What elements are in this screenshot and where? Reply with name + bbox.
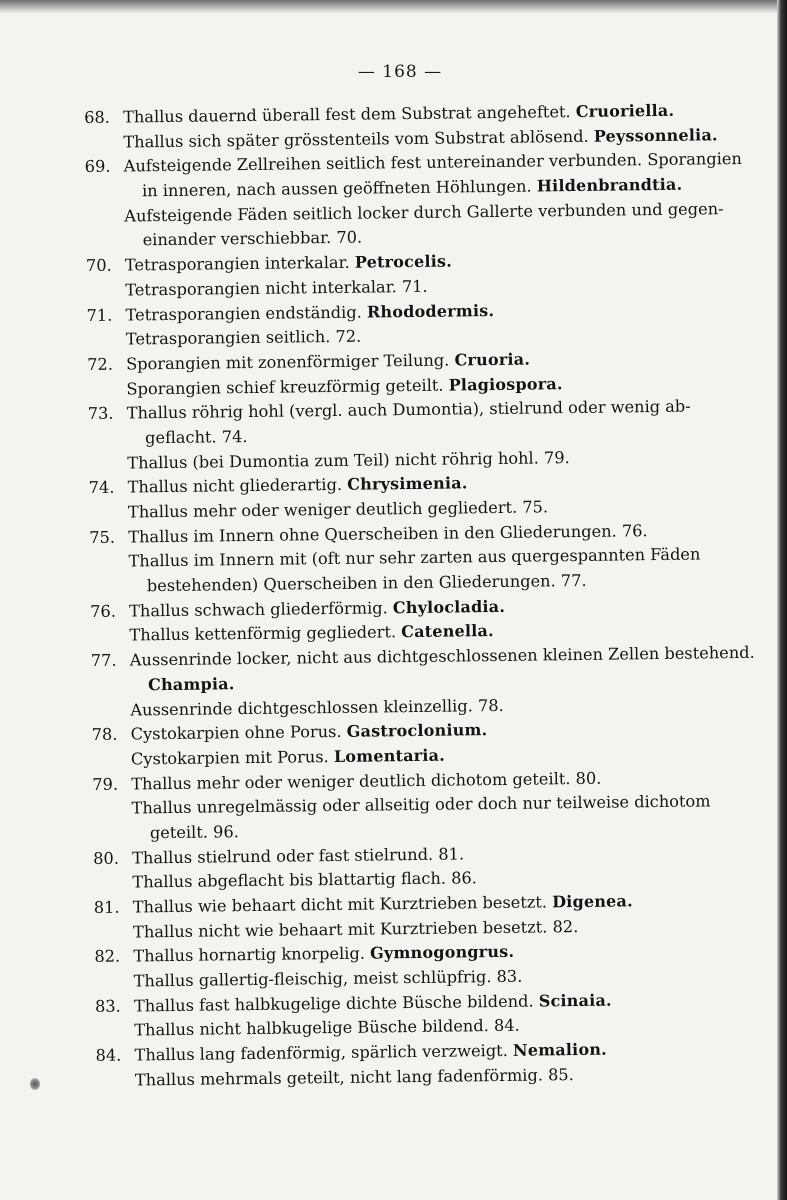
genus-name: Peyssonnelia. [593,124,718,146]
couplet-reference: 75. [522,497,549,517]
key-text: Thallus sich später grösstenteils vom Substrat ablösend. [123,126,589,152]
couplet-number: 68. [84,107,111,127]
key-line-content [135,1063,574,1093]
genus-name: Plagiospora. [448,373,563,395]
key-text: Thallus hornartig knorpelig. [133,944,366,966]
page-number: — 168 — [357,62,443,82]
key-line-content [150,820,239,846]
key-text: Thallus fast halbkugelige dichte Büsche bildend. [133,991,534,1016]
genus-name: Hildenbrandtia. [536,174,683,196]
couplet-reference: 82. [552,916,579,937]
key-text: Thallus nicht gliederartig. [127,475,343,497]
key-text: Tetrasporangien interkalar. [124,252,350,275]
key-text: Aufsteigende Zellreihen seitlich fest untereinander verbunden. Sporangien [123,149,742,176]
genus-name: Scinaia. [538,990,612,1011]
key-line-content [143,226,363,253]
couplet-number: 79. [92,774,119,794]
key-text: Cystokarpien ohne Porus. [130,722,342,744]
key-text: Aufsteigende Fäden seitlich locker durch Gallerte verbunden und gegen- [124,198,724,226]
key-text: Sporangien mit zonenförmiger Teilung. [126,350,450,374]
key-text: Thallus (bei Dumontia zum Teil) nicht röhrig hohl. [127,448,539,473]
couplet-reference: 78. [477,695,504,715]
genus-name: Chrysimenia. [347,473,468,495]
couplet-reference: 74. [221,426,248,447]
key-text: Sporangien schief kreuzförmig geteilt. [126,375,444,399]
key-text: Tetrasporangien endständig. [125,302,362,325]
couplet-reference: 79. [543,447,570,468]
key-text: Thallus nicht wie behaart mit Kurztrieben besetzt. [132,917,548,942]
key-text: Thallus röhrig hohl (vergl. auch Dumontia), stielrund oder wenig ab- [126,396,691,423]
couplet-number: 78. [91,724,118,745]
genus-name: Cruoriella. [575,100,675,121]
key-text: geteilt. [149,822,209,843]
couplet-number: 82. [94,946,121,967]
key-text: Tetrasporangien nicht interkalar. [125,277,397,300]
key-text: Thallus unregelmässig oder allseitig oder doch nur teilweise dichotom [131,791,711,818]
key-text: Cystokarpien mit Porus. [130,746,329,769]
key-text: Aussenrinde locker, nicht aus dichtgeschlossenen kleinen Zellen bestehend. [129,642,755,670]
scan-top-edge [0,0,778,14]
couplet-number: 74. [88,477,115,498]
key-text: Thallus gallertig-fleischig, meist schlüpfrig. [133,967,492,991]
couplet-number: 77. [90,650,117,671]
couplet-reference: 86. [451,868,477,888]
genus-name: Chylocladia. [392,596,506,618]
couplet-number: 73. [87,403,114,424]
key-text: Aussenrinde dichtgeschlossen kleinzellig. [130,695,473,719]
genus-name: Petrocelis. [354,251,453,272]
key-text: Thallus schwach gliederförmig. [129,598,388,621]
genus-name: Nemalion. [512,1039,607,1060]
couplet-reference: 85. [547,1064,574,1085]
couplet-reference: 76. [621,520,648,541]
genus-name: Rhododermis. [366,300,495,322]
key-text: einander verschiebbar. [142,228,332,250]
couplet-reference: 77. [560,570,587,591]
couplet-number: 69. [84,157,111,177]
couplet-reference: 70. [336,228,363,248]
key-text: Tetrasporangien seitlich. [125,327,331,349]
couplet-reference: 81. [438,844,465,864]
key-text: Thallus nicht halbkugelige Büsche bildend. [134,1016,489,1040]
key-text: Thallus stielrund oder fast stielrund. [132,844,434,868]
key-text: bestehenden) Querscheiben in den Gliederungen. [146,571,556,596]
key-entries [84,98,756,1093]
couplet-number: 70. [85,255,112,276]
couplet-number: 83. [94,996,121,1016]
couplet-number: 71. [86,305,113,325]
couplet-number: 75. [89,527,116,547]
scan-right-edge [777,0,787,1200]
couplet-reference: 71. [401,276,428,296]
genus-name: Catenella. [401,621,494,642]
genus-name: Gastroclonium. [346,720,488,742]
key-line-content [145,425,248,451]
key-text: Thallus im Innern ohne Querscheiben in den Gliederungen. [128,521,617,547]
genus-name: Cruoria. [454,349,531,370]
couplet-number: 76. [90,601,117,621]
key-text: Thallus mehr oder weniger deutlich gegliedert. [127,497,518,522]
key-text: Thallus lang fadenförmig, spärlich verzweigt. [134,1041,508,1065]
couplet-reference: 84. [493,1016,520,1036]
couplet-number: 84. [95,1045,122,1066]
couplet-number: 81. [93,897,120,917]
key-text: Thallus im Innern mit (oft nur sehr zarten aus quergespannten Fäden [128,544,701,571]
couplet-reference: 72. [335,326,362,347]
couplet-reference: 83. [496,966,523,987]
key-line-content [148,672,235,698]
couplet-reference: 96. [212,822,239,842]
key-text: Thallus mehrmals geteilt, nicht lang fadenförmig. [134,1065,544,1090]
genus-name: Lomentaria. [333,745,446,766]
genus-name: Digenea. [552,891,633,912]
couplet-reference: 80. [575,768,602,788]
key-line-content [125,275,428,303]
key-text: Thallus dauernd überall fest dem Substrat angeheftet. [123,102,571,127]
key-text: Thallus kettenförmig gegliedert. [129,622,397,645]
couplet-number: 80. [93,848,120,868]
key-text: Thallus mehr oder weniger deutlich dichotom geteilt. [131,768,571,794]
ink-spot [30,1078,40,1090]
key-text: Thallus wie behaart dicht mit Kurztrieben besetzt. [132,892,548,917]
genus-name: Champia. [147,674,235,695]
genus-name: Gymnogongrus. [369,942,515,963]
couplet-number: 72. [87,354,114,374]
key-text: Thallus abgeflacht bis blattartig flach. [132,868,447,892]
key-line-content [126,325,362,353]
key-text: in inneren, nach aussen geöffneten Höhlungen. [141,176,532,201]
key-text: geflacht. [144,427,217,448]
